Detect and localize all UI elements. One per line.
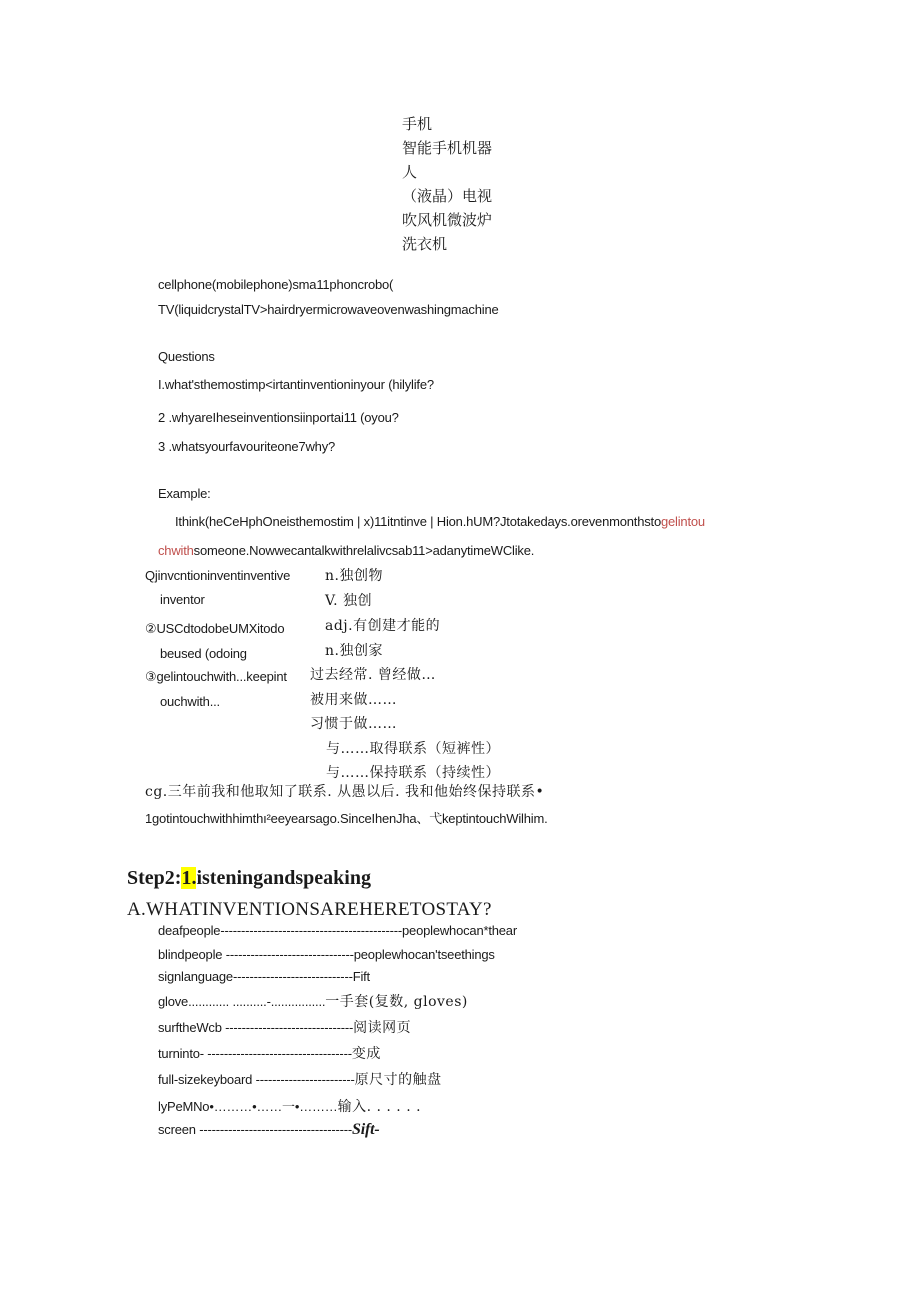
example-line-1: [175, 513, 705, 531]
grammar-left-line: inventor: [160, 592, 205, 607]
vocab-zh-item: 洗衣机: [402, 235, 448, 253]
definition-dash: -------------------------------: [222, 947, 354, 962]
definition-row: [158, 968, 370, 986]
example-line-1-text: Ithink(heCeHphOneisthemostim | x)11itntinve | Hion.hUM?Jtotakedays.orevenmonthsto: [175, 514, 661, 529]
step2-title: isteningandspeaking: [196, 867, 371, 889]
grammar-left-line: Qjinvcntioninventinventive: [145, 568, 291, 583]
grammar-right-line: 习惯于做……: [310, 716, 397, 732]
definition-term: lyPeMNo•: [158, 1099, 214, 1114]
definition-meaning: 变成: [351, 1046, 381, 1062]
vocab-zh-item: 手机: [402, 115, 433, 133]
vocab-en-line: cellphone(mobilephone)sma11phoncrobo(: [158, 277, 394, 292]
definition-term: turninto-: [158, 1046, 204, 1061]
definition-row: [158, 1045, 381, 1063]
grammar-mid-line: n.独创物: [325, 568, 383, 584]
definition-row: [158, 993, 468, 1011]
example-title: Example:: [158, 486, 211, 501]
definition-dash: ------------------------: [252, 1072, 355, 1087]
grammar-left-line: ②USCdtodobeUMXitodo: [145, 621, 285, 636]
grammar-left-line: beused (odoing: [160, 646, 247, 661]
definition-dash: -------------------------------------: [195, 1122, 353, 1137]
vocab-zh-item: 吹风机微波炉: [402, 211, 493, 229]
definition-term: surftheWcb: [158, 1020, 222, 1035]
section-a-heading: A.WHATINVENTIONSAREHERETOSTAY?: [127, 899, 492, 920]
definition-meaning: Fift: [352, 969, 370, 984]
step2-prefix: Step2:: [127, 867, 182, 889]
grammar-right-line: 过去经常. 曾经做…: [310, 667, 436, 683]
definition-row: [158, 1121, 379, 1139]
grammar-mid-line: n.独创家: [325, 643, 383, 659]
grammar-right-line: 与……取得联系（短裤性）: [326, 741, 500, 757]
questions-title: Questions: [158, 349, 215, 364]
definition-term: deafpeople: [158, 923, 221, 938]
grammar-right-line: 被用来做……: [310, 692, 397, 708]
example-highlight-red: gelintou: [661, 514, 705, 529]
definition-dash: ………•……一•………: [213, 1099, 338, 1114]
definition-meaning: 原尺寸的触盘: [354, 1072, 442, 1088]
definition-row: [158, 922, 517, 940]
example-line-2: [158, 542, 534, 560]
definition-term: signlanguage: [158, 969, 233, 984]
definition-meaning: Sift-: [352, 1121, 380, 1138]
vocab-zh-item: 人: [402, 163, 418, 181]
definition-term: full-sizekeyboard: [158, 1072, 253, 1087]
question-2: 2 .whyareIheseinventionsiinportai11 (oyou?: [158, 410, 399, 425]
vocab-zh-item: 智能手机机器: [402, 139, 493, 157]
grammar-left-line: ouchwith...: [160, 694, 220, 709]
definition-meaning: 输入. . . . . .: [337, 1099, 422, 1115]
grammar-mid-line: V. 独创: [325, 593, 373, 609]
definition-row: [158, 1098, 421, 1116]
grammar-mid-line: adj.有创建才能的: [325, 618, 441, 634]
definition-meaning: 阅读网页: [353, 1020, 412, 1036]
question-3: 3 .whatsyourfavouriteone7why?: [158, 439, 336, 454]
definition-term: glove: [158, 994, 189, 1009]
definition-term: blindpeople: [158, 947, 223, 962]
definition-term: screen: [158, 1122, 196, 1137]
definition-row: [158, 1019, 411, 1037]
example-sentence-en: 1gotintouchwithhimthı²eeyearsago.SinceIhenJha、弋keptintouchWilhim.: [145, 811, 548, 826]
vocab-chinese-list: [402, 112, 492, 256]
example-sentence-zh: cg.三年前我和他取知了联系. 从愚以后. 我和他始终保持联系•: [145, 784, 545, 800]
definition-meaning: peoplewhocan*thear: [402, 923, 517, 938]
example-line-2-text: someone.Nowwecantalkwithrelalivcsab11>adanytimeWClike.: [193, 543, 535, 558]
definition-dash: -----------------------------------: [203, 1046, 352, 1061]
question-1: I.what'sthemostimp<irtantinventioninyour (hilylife?: [158, 377, 434, 392]
definition-dash: -------------------------------: [221, 1020, 354, 1035]
step2-heading: [127, 866, 371, 890]
example-highlight-red: chwith: [158, 543, 194, 558]
grammar-left-line: ③gelintouchwith...keepint: [145, 669, 287, 684]
definition-meaning: peoplewhocan'tseethings: [353, 947, 495, 962]
definition-meaning: 一手套(复数, gloves): [325, 994, 468, 1010]
definition-row: [158, 1071, 442, 1089]
definition-dash: -----------------------------: [232, 969, 353, 984]
vocab-zh-item: （液晶）电视: [402, 187, 493, 205]
definition-dash: --------------------------------------------: [220, 923, 403, 938]
grammar-right-line: 与……保持联系（持续性）: [326, 765, 500, 781]
vocab-en-line: TV(liquidcrystalTV>hairdryermicrowaveovenwashingmachine: [158, 302, 499, 317]
step2-highlight: 1.: [181, 867, 197, 889]
definition-dash: ............ ..........-................: [188, 994, 326, 1009]
definition-row: [158, 946, 495, 964]
